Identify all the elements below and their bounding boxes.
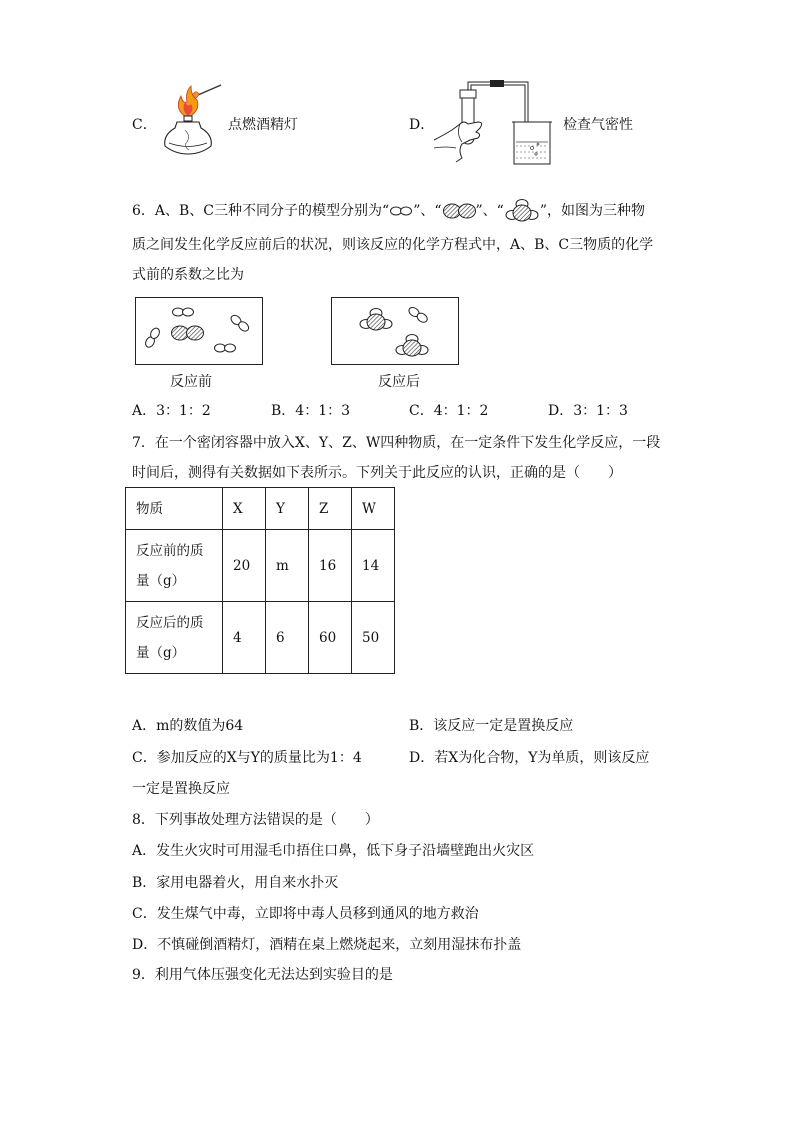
table-cell: 4 xyxy=(223,602,266,674)
table-row-label: 反应前的质 量（g） xyxy=(126,530,223,602)
option-d-text: 检查气密性 xyxy=(563,117,633,133)
q8-option-c[interactable]: C．发生煤气中毒，立即将中毒人员移到通风的地方救治 xyxy=(132,906,479,922)
reaction-after-box xyxy=(331,297,459,365)
q8-option-a[interactable]: A．发生火灾时可用湿毛巾捂住口鼻，低下身子沿墙壁跑出火灾区 xyxy=(132,843,535,859)
label-after: 反应后 xyxy=(378,374,420,390)
q7-option-d[interactable]: D．若X为化合物，Y为单质，则该反应 xyxy=(409,750,650,766)
q7-stem-line2: 时间后，测得有关数据如下表所示。下列关于此反应的认识，正确的是（ ） xyxy=(132,465,622,481)
label-before: 反应前 xyxy=(170,374,212,390)
table-cell: 16 xyxy=(309,530,352,602)
table-header-cell: X xyxy=(223,488,266,530)
mass-data-table xyxy=(125,487,395,674)
q6-stem-line2: 质之间发生化学反应前后的状况，则该反应的化学方程式中，A、B、C三物质的化学 xyxy=(132,237,654,253)
molecule-a-icon xyxy=(389,204,413,218)
table-header-cell: Z xyxy=(309,488,352,530)
table-header-cell: W xyxy=(352,488,395,530)
reaction-after-molecules xyxy=(332,298,458,364)
q7-option-d-continued: 一定是置换反应 xyxy=(132,781,230,797)
molecule-c-icon xyxy=(504,198,540,224)
alcohol-lamp-lighting-illustration xyxy=(155,80,225,160)
q9-stem: 9．利用气体压强变化无法达到实验目的是 xyxy=(132,967,393,983)
q6-option-a[interactable]: A．3：1：2 xyxy=(132,403,211,419)
reaction-before-molecules xyxy=(136,298,262,364)
table-cell: 50 xyxy=(352,602,395,674)
q8-option-d[interactable]: D．不慎碰倒酒精灯，酒精在桌上燃烧起来，立刻用湿抹布扑盖 xyxy=(132,937,522,953)
table-row-label: 反应后的质 量（g） xyxy=(126,602,223,674)
q8-stem: 8．下列事故处理方法错误的是（ ） xyxy=(132,812,379,828)
table-header-row xyxy=(126,488,395,530)
q7-option-a[interactable]: A．m的数值为64 xyxy=(132,718,244,734)
table-cell: m xyxy=(266,530,309,602)
table-cell: 60 xyxy=(309,602,352,674)
q7-option-c[interactable]: C．参加反应的X与Y的质量比为1：4 xyxy=(132,750,362,766)
q6-stem-line3: 式前的系数之比为 xyxy=(132,267,244,283)
q7-stem-line1: 7．在一个密闭容器中放入X、Y、Z、W四种物质，在一定条件下发生化学反应，一段 xyxy=(132,435,661,451)
reaction-before-box xyxy=(135,297,263,365)
table-cell: 14 xyxy=(352,530,395,602)
q7-option-b[interactable]: B．该反应一定是置换反应 xyxy=(409,718,574,734)
option-d-letter: D． xyxy=(409,117,435,133)
table-row xyxy=(126,602,395,674)
table-header-cell: 物质 xyxy=(126,488,223,530)
molecule-b-icon xyxy=(442,202,476,220)
option-c-text: 点燃酒精灯 xyxy=(228,117,298,133)
table-cell: 6 xyxy=(266,602,309,674)
q6-option-d[interactable]: D．3：1：3 xyxy=(548,403,628,419)
table-header-cell: Y xyxy=(266,488,309,530)
airtightness-check-illustration xyxy=(432,78,562,168)
q6-stem-line1: 6．A、B、C三种不同分子的模型分别为“ ”、“ ”、“ ”，如图为三种物 xyxy=(132,198,645,224)
q6-option-c[interactable]: C．4：1：2 xyxy=(409,403,489,419)
table-cell: 20 xyxy=(223,530,266,602)
q8-option-b[interactable]: B．家用电器着火，用自来水扑灭 xyxy=(132,875,339,891)
table-row xyxy=(126,530,395,602)
q6-option-b[interactable]: B．4：1：3 xyxy=(271,403,351,419)
option-c-letter: C． xyxy=(132,117,157,133)
